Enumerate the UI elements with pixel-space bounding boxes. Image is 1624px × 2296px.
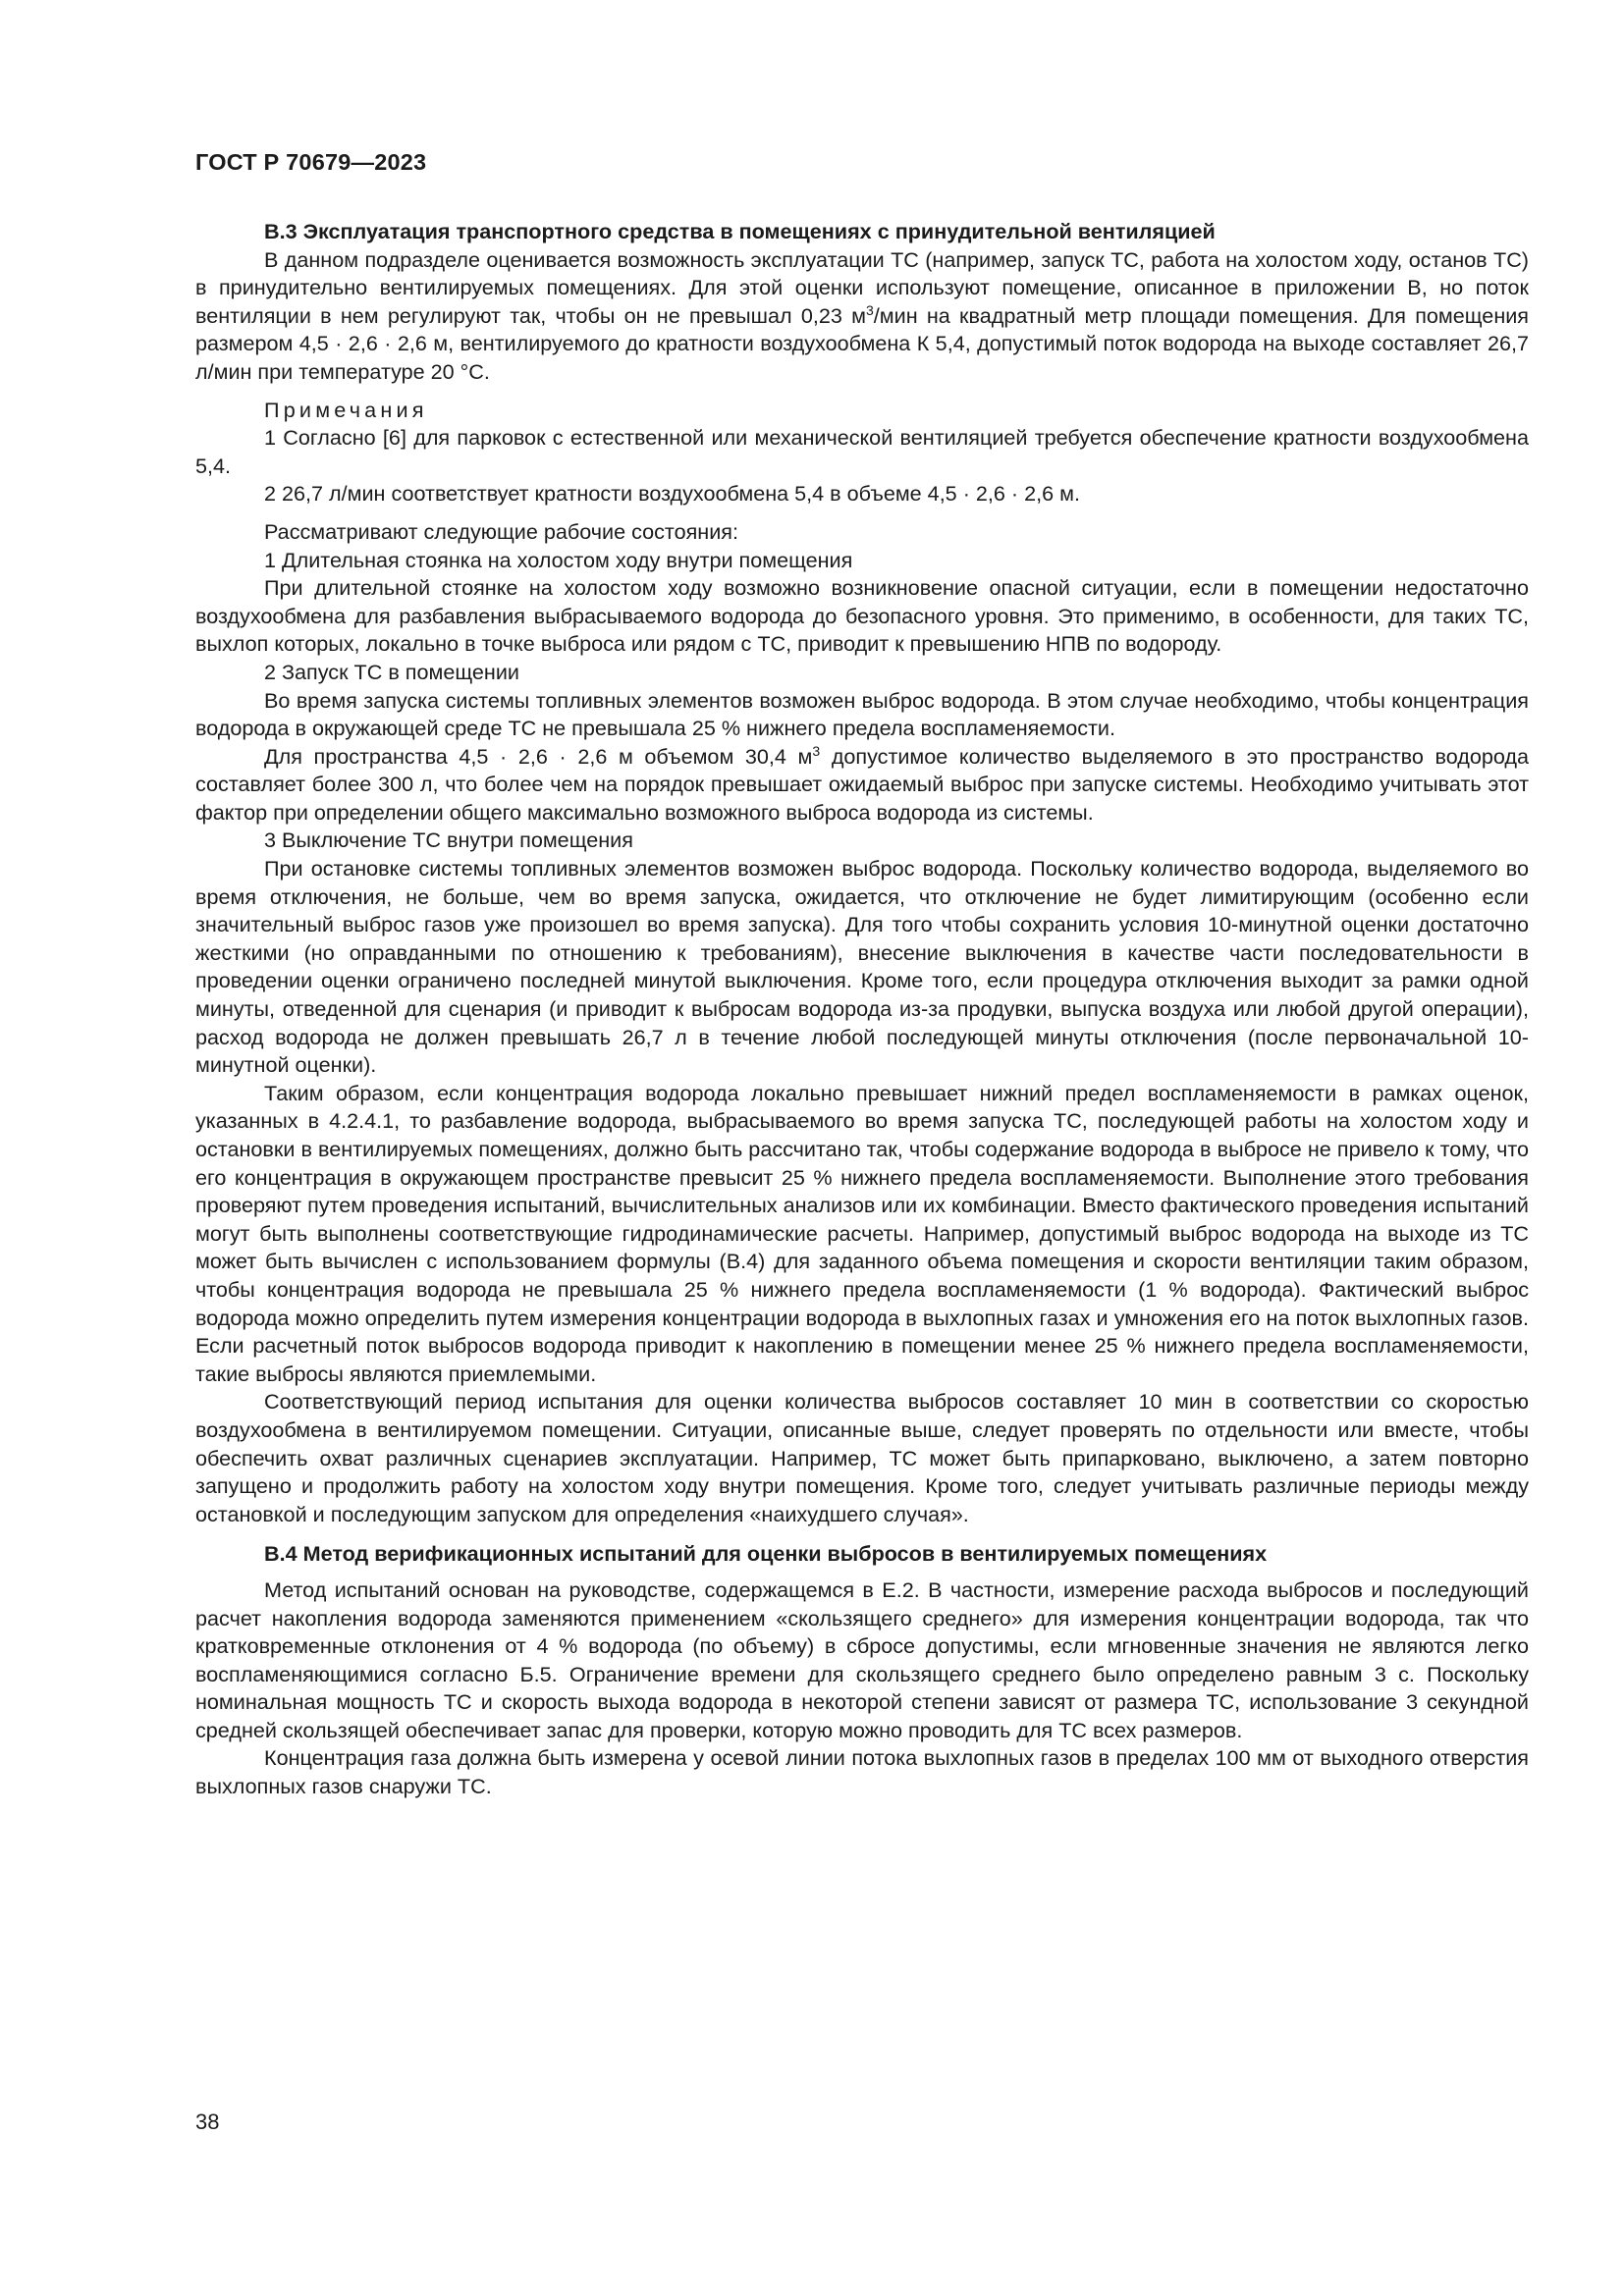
state-2-volume: Для пространства 4,5 · 2,6 · 2,6 м объемом 30,4 $м^3$ допустимое количество выделяемого в это пространство водорода составляет более 300 л, что более чем на порядок превышает ожидаемый выброс при запуске системы. Необходимо учитывать этот фактор при определении общего максимально возможного выброса водорода из системы.	[195, 742, 1529, 825]
section-b4-paragraph-2: Концентрация газа должна быть измерена у осевой линии потока выхлопных газов в пределах 100 мм от выходного отверстия выхлопных газов снаружи ТС.	[195, 1745, 1529, 1799]
section-b4-title: В.4 Метод верификационных испытаний для оценки выбросов в вентилируемых помещениях	[264, 1541, 1268, 1567]
conclusion-paragraph: Таким образом, если концентрация водорода локально превышает нижний предел воспламеняемости в рамках оценок, указанных в 4.2.4.1, то разбавление водорода, выбрасываемого во время запуска ТС, последующей работы на холостом ходу и остановки в вентилируемых помещениях, должно быть рассчитано так, чтобы содержание водорода в выбросе не привело к тому, что его концентрация в окружающем пространстве превысит 25 % нижнего предела воспламеняемости. Выполнение этого требования проверяют путем проведения испытаний, вычислительных анализов или их комбинации. Вместо фактического проведения испытаний могут быть выполнены соответствующие гидродинамические расчеты. Например, допустимый выброс водорода на выходе из ТС может быть вычислен с использованием формулы (В.4) для заданного объема помещения и скорости вентиляции таким образом, чтобы концентрация водорода не превышала 25 % нижнего предела воспламеняемости (1 % водорода). Фактический выброс водорода можно определить путем измерения концентрации водорода в выхлопных газах и умножения его на поток выхлопных газов. Если расчетный поток выбросов водорода приводит к накоплению в помещении менее 25 % нижнего предела воспламеняемости, такие выбросы являются приемлемыми.	[195, 1080, 1529, 1386]
state-3-text: При остановке системы топливных элементов возможен выброс водорода. Поскольку количество водорода, выделяемого во время отключения, не больше, чем во время запуска, ожидается, что отключение не будет лимитирующим (особенно если значительный выброс газов уже произошел во время запуска). Для того чтобы сохранить условия 10-минутной оценки достаточно жесткими (но оправданными по отношению к требованиям), внесение выключения в качестве части последовательности в проведении оценки ограничено последней минутой выключения. Кроме того, если процедура отключения выходит за рамки одной минуты, отведенной для сценария (и приводит к выбросам водорода из-за продувки, выпуска воздуха или любой другой операции), расход водорода не должен превышать 26,7 л в течение любой последующей минуты отключения (после первоначальной 10-минутной оценки).	[195, 856, 1529, 1078]
note-2: 2 26,7 л/мин соответствует кратности воздухообмена 5,4 в объеме 4,5 · 2,6 · 2,6 м.	[264, 481, 1080, 507]
state-3-title: 3 Выключение ТС внутри помещения	[264, 828, 633, 853]
document-code-header: ГОСТ Р 70679—2023	[195, 149, 427, 175]
notes-label: Примечания	[264, 397, 428, 422]
section-b4-paragraph-1: Метод испытаний основан на руководстве, содержащемся в Е.2. В частности, измерение расхода выбросов и последующий расчет накопления водорода заменяются применением «скользящего среднего» для измерения концентрации водорода, так что кратковременные отклонения от 4 % водорода (по объему) в сбросе допустимы, если мгновенные значения не являются легко воспламеняющимися согласно Б.5. Ограничение времени для скользящего среднего было определено равным 3 с. Поскольку номинальная мощность ТС и скорость выхода водорода в некоторой степени зависят от размера ТС, использование 3 секундной средней скользящей обеспечивает запас для проверки, которую можно проводить для ТС всех размеров.	[195, 1576, 1529, 1742]
document-body	[195, 218, 1529, 1801]
states-intro: Рассматривают следующие рабочие состояния:	[264, 518, 738, 544]
state-1-text: При длительной стоянке на холостом ходу возможно возникновение опасной ситуации, если в помещении недостаточно воздухообмена для разбавления выбрасываемого водорода до безопасного уровня. Это применимо, в особенности, для таких ТС, выхлоп которых, локально в точке выброса или рядом с ТС, приводит к превышению НПВ по водороду.	[195, 575, 1529, 657]
section-b3-title: В.3 Эксплуатация транспортного средства в помещениях с принудительной вентиляцией	[264, 219, 1216, 243]
state-2-text: Во время запуска системы топливных элементов возможен выброс водорода. В этом случае необходимо, чтобы концентрация водорода в окружающей среде ТС не превышала 25 % нижнего предела воспламеняемости.	[195, 687, 1529, 741]
state-2-title: 2 Запуск ТС в помещении	[264, 659, 519, 684]
test-period-paragraph: Соответствующий период испытания для оценки количества выбросов составляет 10 мин в соответствии со скоростью воздухообмена в вентилируемом помещении. Ситуации, описанные выше, следует проверять по отдельности или вместе, чтобы обеспечить охват различных сценариев эксплуатации. Например, ТС может быть припарковано, выключено, а затем повторно запущено и продолжить работу на холостом ходу внутри помещения. Кроме того, следует учитывать различные периоды между остановкой и последующим запуском для определения «наихудшего случая».	[195, 1389, 1529, 1526]
state-1-title: 1 Длительная стоянка на холостом ходу внутри помещения	[264, 547, 853, 572]
section-b3-intro: В данном подразделе оценивается возможность эксплуатации ТС (например, запуск ТС, работа на холостом ходу, останов ТС) в принудительно вентилируемых помещениях. Для этой оценки используют помещение, описанное в приложении В, но поток вентиляции в нем регулируют так, чтобы он не превышал 0,23 $м^3$/мин на квадратный метр площади помещения. Для помещения размером 4,5 · 2,6 · 2,6 м, вентилируемого до кратности воздухообмена К 5,4, допустимый поток водорода на выходе составляет 26,7 л/мин при температуре 20 °С.	[195, 246, 1529, 384]
page-number: 38	[195, 2109, 220, 2134]
note-1: 1 Согласно [6] для парковок с естественной или механической вентиляцией требуется обеспечение кратности воздухообмена 5,4.	[195, 425, 1529, 478]
